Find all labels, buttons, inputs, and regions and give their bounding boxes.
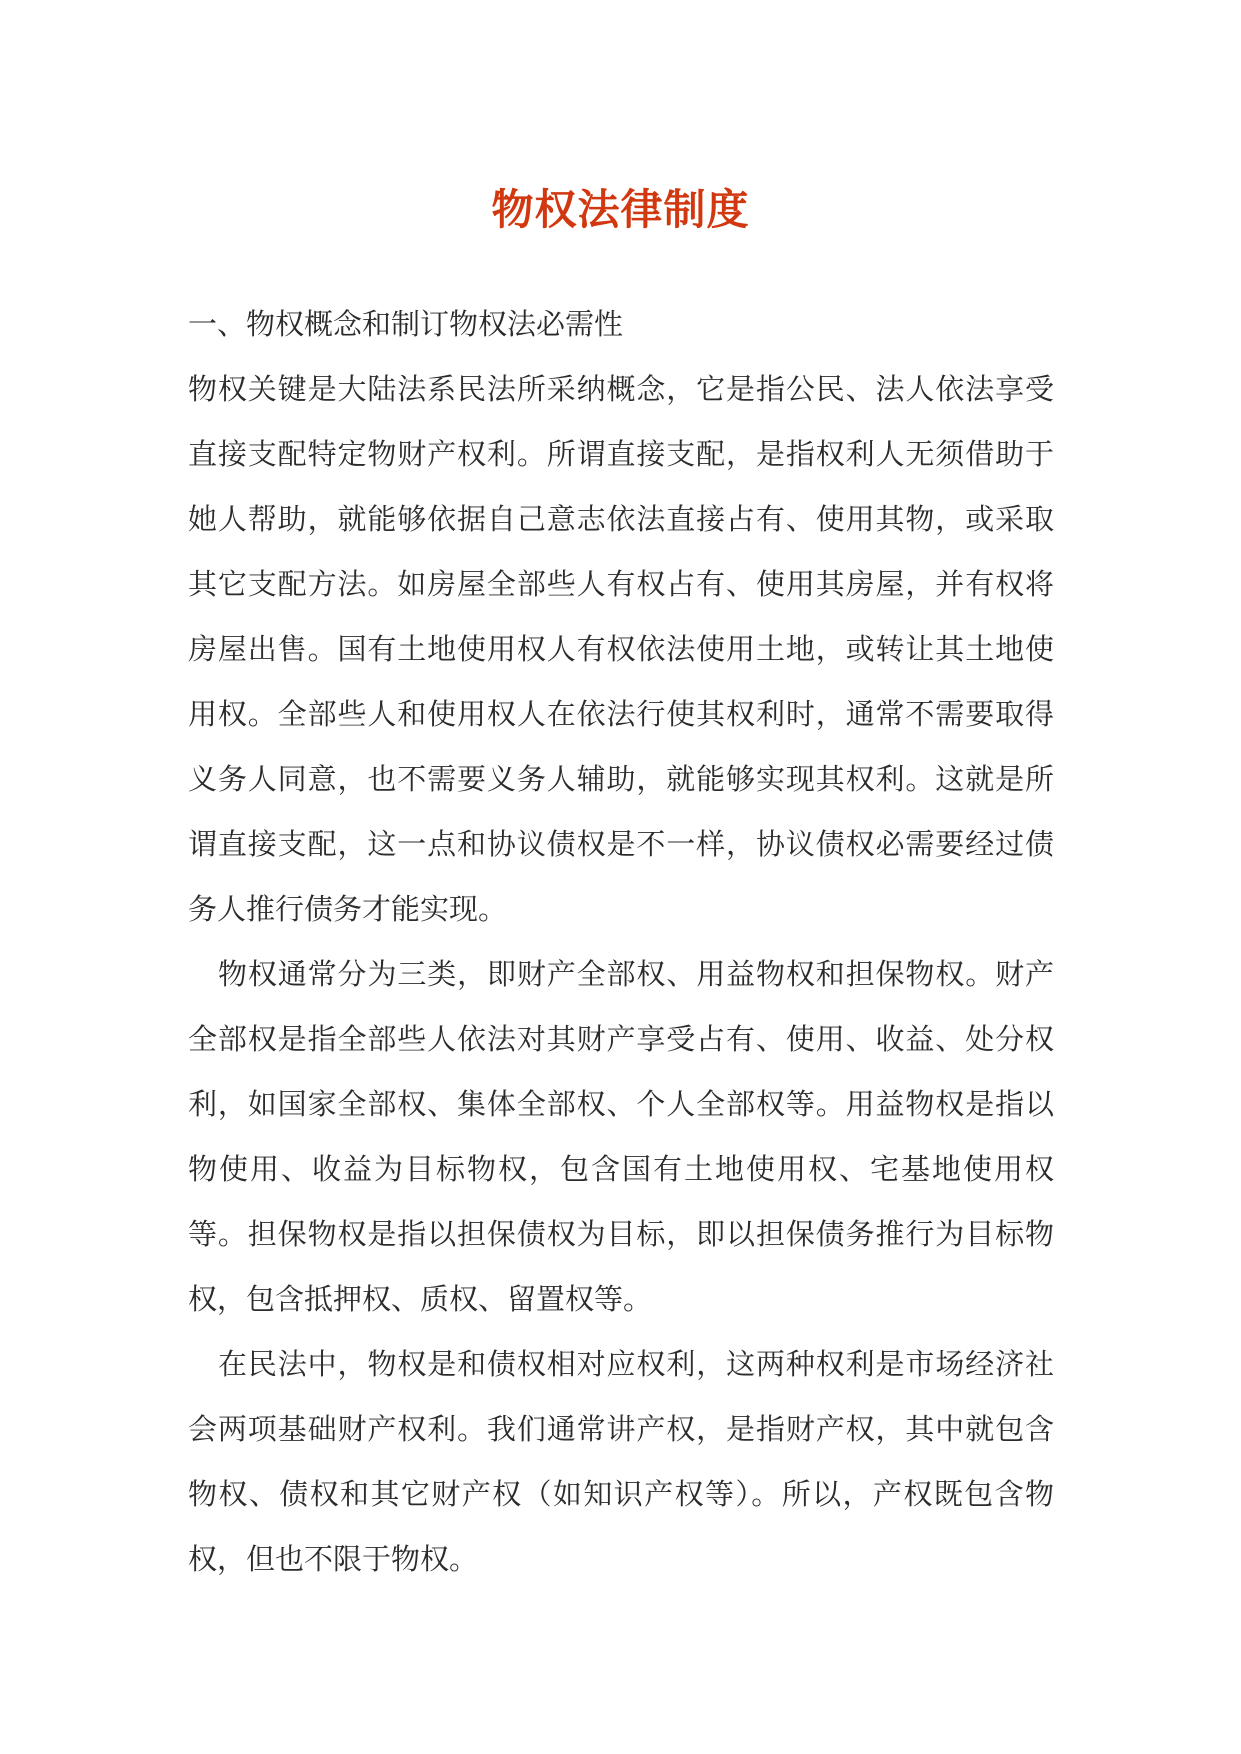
document-title: 物权法律制度 (491, 185, 750, 235)
section-heading: 一、物权概念和制订物权法必需性 (188, 307, 624, 341)
paragraph-3: 在民法中，物权是和债权相对应权利，这两种权利是市场经济社会两项基础财产权利。我们通常讲产权，是指财产权，其中就包含物权、债权和其它财产权（如知识产权等）。所以，产权既包含物权，但也不限于物权。 (188, 1347, 1054, 1576)
document-body (188, 292, 1054, 1592)
paragraph-2: 物权通常分为三类，即财产全部权、用益物权和担保物权。财产全部权是指全部些人依法对其财产享受占有、使用、收益、处分权利，如国家全部权、集体全部权、个人全部权等。用益物权是指以物使用、收益为目标物权，包含国有土地使用权、宅基地使用权等。担保物权是指以担保债权为目标，即以担保债务推行为目标物权，包含抵押权、质权、留置权等。 (188, 957, 1054, 1316)
paragraph-1: 物权关键是大陆法系民法所采纳概念，它是指公民、法人依法享受直接支配特定物财产权利。所谓直接支配，是指权利人无须借助于她人帮助，就能够依据自己意志依法直接占有、使用其物，或采取其它支配方法。如房屋全部些人有权占有、使用其房屋，并有权将房屋出售。国有土地使用权人有权依法使用土地，或转让其土地使用权。全部些人和使用权人在依法行使其权利时，通常不需要取得义务人同意，也不需要义务人辅助，就能够实现其权利。这就是所谓直接支配，这一点和协议债权是不一样，协议债权必需要经过债务人推行债务才能实现。 (188, 372, 1054, 926)
